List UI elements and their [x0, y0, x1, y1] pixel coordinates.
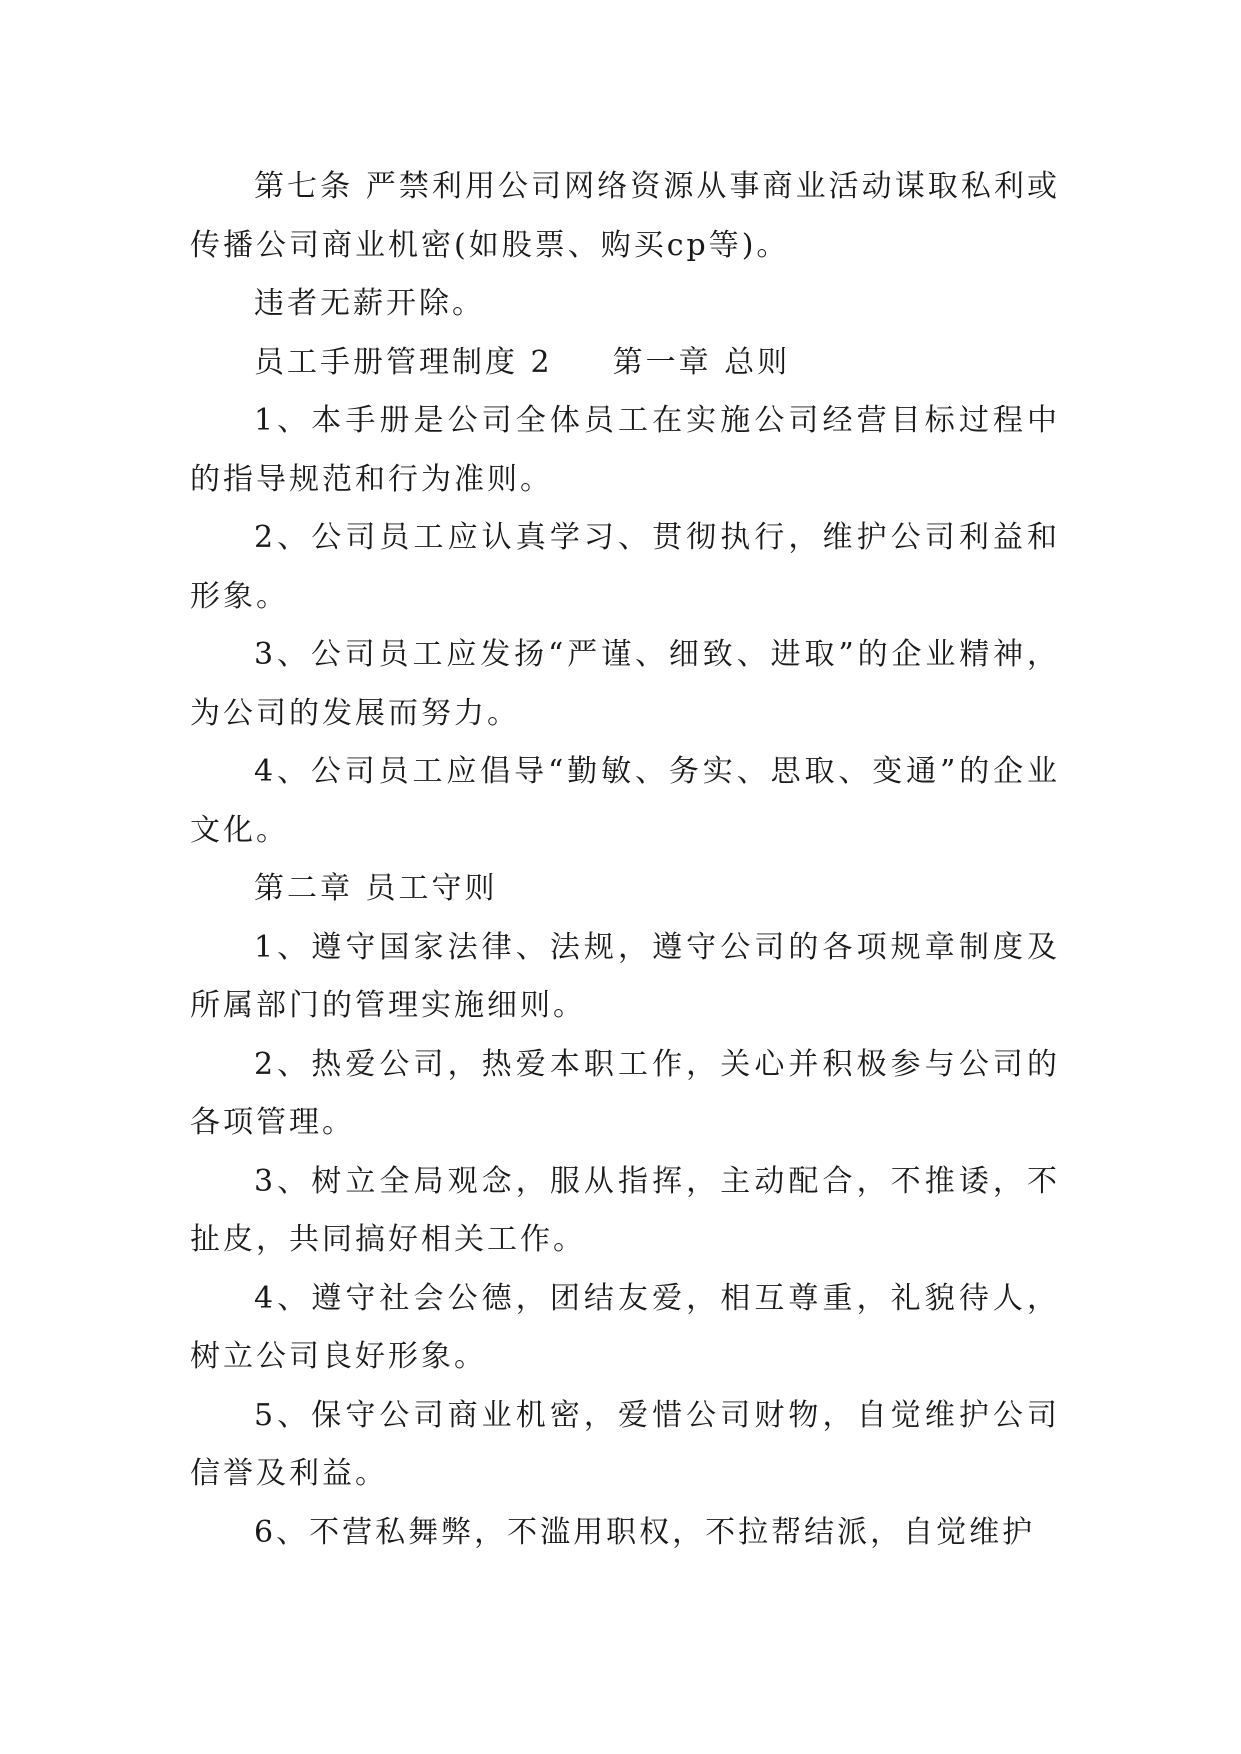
paragraph-rule-1: 1、遵守国家法律、法规，遵守公司的各项规章制度及所属部门的管理实施细则。 — [190, 929, 1060, 1023]
paragraph-penalty: 违者无薪开除。 — [254, 286, 485, 321]
chapter-two-heading: 第二章 员工守则 — [254, 871, 498, 906]
paragraph-general-3: 3、公司员工应发扬“严谨、细致、进取”的企业精神，为公司的发展而努力。 — [190, 637, 1060, 731]
chapter-one-heading: 第一章 总则 — [612, 344, 791, 380]
paragraph-rule-5: 5、保守公司商业机密，爱惜公司财物，自觉维护公司信誉及利益。 — [190, 1397, 1060, 1491]
paragraph-general-2: 2、公司员工应认真学习、贯彻执行，维护公司利益和形象。 — [190, 520, 1060, 614]
paragraph-general-4: 4、公司员工应倡导“勤敏、务实、思取、变通”的企业文化。 — [190, 754, 1060, 848]
paragraph-rule-3: 3、树立全局观念，服从指挥，主动配合，不推诿，不扯皮，共同搞好相关工作。 — [190, 1163, 1060, 1257]
paragraph-general-1: 1、本手册是公司全体员工在实施公司经营目标过程中的指导规范和行为准则。 — [190, 403, 1060, 497]
paragraph-rule-6: 6、不营私舞弊，不滥用职权，不拉帮结派，自觉维护 — [254, 1514, 1036, 1550]
paragraph-manual-title-line — [190, 334, 1060, 393]
document-body — [190, 158, 1060, 1562]
paragraph-article-7: 第七条 严禁利用公司网络资源从事商业活动谋取私利或传播公司商业机密(如股票、购买cp等)。 — [190, 169, 1060, 263]
manual-title: 员工手册管理制度 2 — [254, 344, 553, 380]
paragraph-rule-4: 4、遵守社会公德，团结友爱，相互尊重，礼貌待人，树立公司良好形象。 — [190, 1280, 1060, 1374]
paragraph-rule-2: 2、热爱公司，热爱本职工作，关心并积极参与公司的各项管理。 — [190, 1046, 1060, 1140]
